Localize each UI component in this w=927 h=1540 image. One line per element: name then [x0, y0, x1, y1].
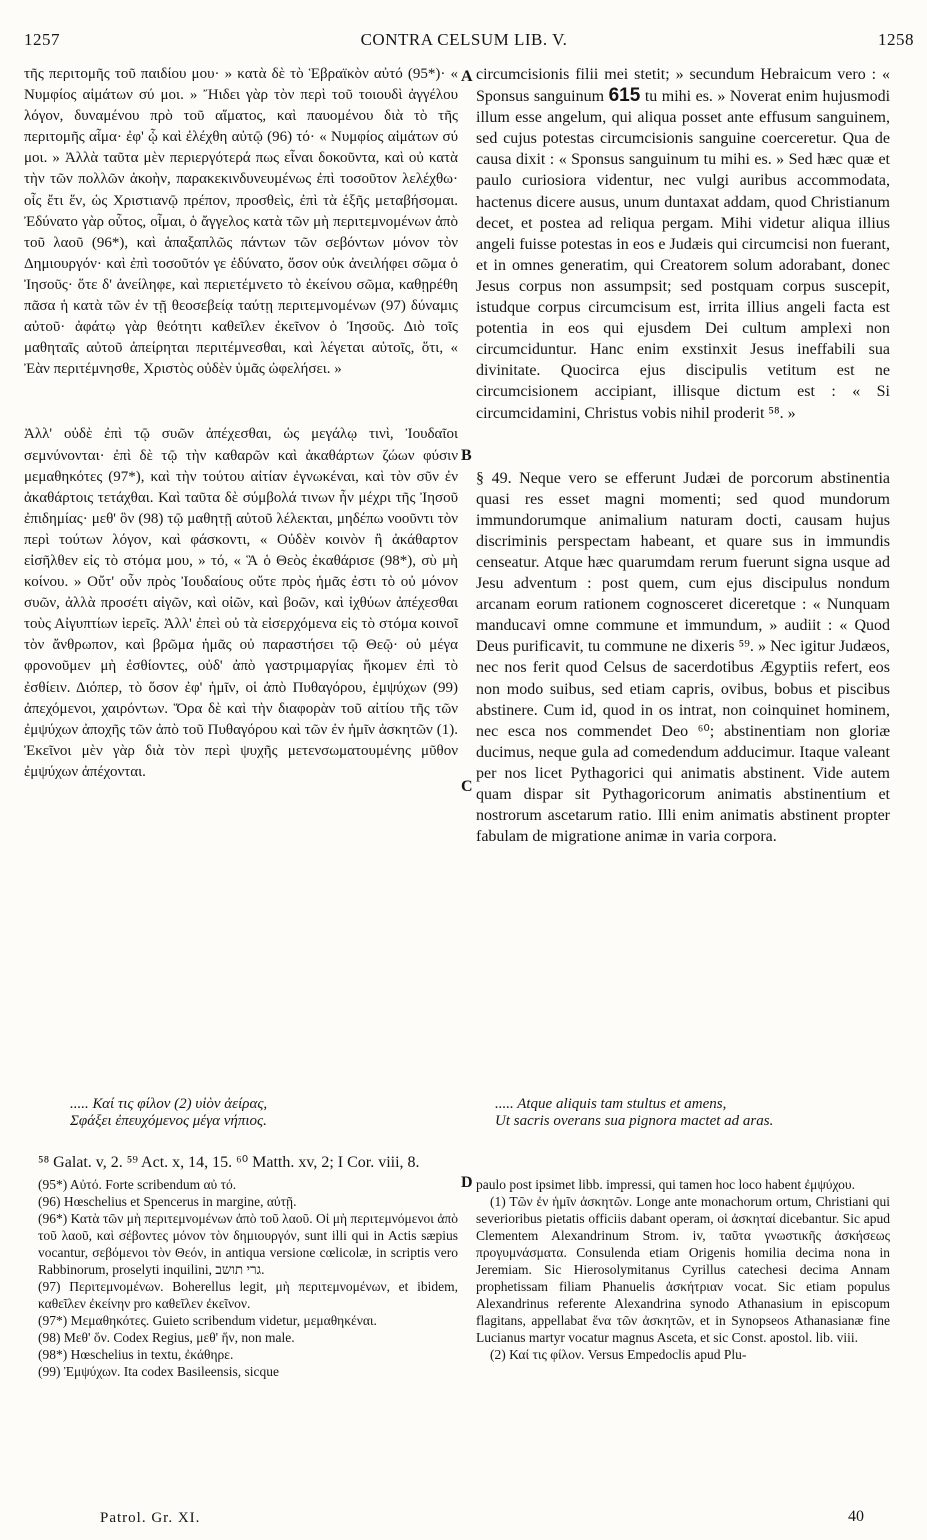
scripture-references: ⁵⁸ Galat. v, 2. ⁵⁹ Act. x, 14, 15. ⁶⁰ Matth. xv, 2; I Cor. viii, 8. — [38, 1154, 420, 1171]
margin-letter-d: D — [461, 1174, 473, 1191]
greek-verse — [70, 1096, 430, 1130]
latin-paragraph-2: § 49. Neque vero se efferunt Judæi de porcorum abstinentia quasi res esset magni momenti; sed quod mundorum immundorumque animalium naturam docti, causam hujus discriminis perspectam habeant, et quare sus in immundis censeatur. Atque hæc quarumdam rerum fuerunt signa usque ad Jesu adventum : post quem, cum ejus discipulus nondum arcanam eorum rationem cognosceret diceretque : « Nunquam manducavi omne commune et immundum, » audiit : « Quod Deus purificavit, tu commune ne dixeris ⁵⁹. » Nec igitur Judæos, nec nos ferit quod Celsus de sacerdotibus Ægyptiis refert, eos non modo suibus, sed etiam capris, ovibus, bobus et piscibus abstinere. Cum id, quod in os intrat, non coinquinet hominem, nec esca nos commendet Deo ⁶⁰; abstinentiam non gloriæ ducimus, neque gula ad comedendum adducimur. Itaque valeant per nos licet Pythagorici qui animatis abstinent. Vide autem quam dispar sit Pythagoricorum animatis abstinentium et nostrorum ascetarum ratio. Illi enim animatis abstinent propter fabulam de migratione animæ in varia corpora. — [476, 469, 890, 846]
greek-verse-line-1: ..... Καί τις φίλον (2) υἱὸν ἀείρας, — [70, 1096, 268, 1112]
footnote: (98*) Hœschelius in textu, ἐκάθηρε. — [38, 1347, 234, 1362]
footnote: (97) Περιτεμνομένων. Boherellus legit, μὴ περιτεμνομένων, et ibidem, καθεῖλεν ἐκείνην pro καθεῖλεν ἐκεῖνον. — [38, 1279, 458, 1311]
greek-paragraph-1: τῆς περιτομῆς τοῦ παιδίου μου· » κατὰ δὲ τὸ Ἑβραϊκὸν αὐτό (95*)· « Νυμφίος αἱμάτων σύ μοι. » Ἤιδει γὰρ τὸν περὶ τοῦ τοιουδὶ ἀγγέλου λόγον, δυναμένου πρὸ τοῦ αἵματος, καὶ παυομένου διὰ τὸ τῆς περιτομῆς αἷμα· ἐφ' ᾧ καὶ ἐλέχθη αὐτῷ (96) τό· « Νυμφίος αἱμάτων σύ μοι. » Ἀλλὰ ταῦτα μὲν περιεργότερά πως εἶναι δοκοῦντα, καὶ οὐ κατὰ τὴν τῶν πολλῶν ἀκοὴν, παρακεκινδυνευμένως ἐπὶ τοσοῦτον λελέχθω· οἷς ἔτι ἕν, ὡς Χριστιανῷ πρέπον, προσθεὶς, ἐπὶ τὰ ἑξῆς μεταβήσομαι. Ἐδύνατο γὰρ οὗτος, οἶμαι, ὁ ἄγγελος κατὰ τῶν μὴ περιτεμνομένων ἀπὸ τοῦ λαοῦ (96*), καὶ ἁπαξαπλῶς πάντων τῶν σεβόντων μόνον τὸν Δημιουργόν· καὶ ἐπὶ τοσοῦτόν γε ἐδύνατο, ὅσον οὐκ ἀνειλήφει σῶμα ὁ Ἰησοῦς· ὅτε δ' ἀνείληφε, καὶ περιετέμνετο τὸ ἐκείνου σῶμα, καθῃρέθη πᾶσα ἡ κατὰ τῶν ἐν τῇ θεοσεβείᾳ ταύτῃ περιτεμνομένων (97) δύναμις αὐτοῦ· ἀφάτῳ γὰρ θεότητι καθεῖλεν ἐκεῖνον ὁ Ἰησοῦς. Διὸ τοῖς μαθηταῖς αὐτοῦ ἀπείρηται περιτέμνεσθαι, καὶ λέγεται αὐτοῖς, ὅτι, « Ἐὰν περιτέμνησθε, Χριστὸς οὐδὲν ὑμᾶς ὠφελήσει. » — [24, 66, 458, 378]
footnote: (97*) Μεμαθηκότες. Guieto scribendum videtur, μεμαθηκέναι. — [38, 1313, 377, 1328]
greek-paragraph-2: Ἀλλ' οὐδὲ ἐπὶ τῷ συῶν ἀπέχεσθαι, ὡς μεγάλῳ τινὶ, Ἰουδαῖοι σεμνύνονται· ἐπὶ δὲ τῷ τὴν καθαρῶν καὶ ἀκαθάρτων ζώων φύσιν μεμαθηκότες (97*), καὶ τὴν τούτου αἰτίαν ἐγνωκέναι, καὶ τὸν σῦν ἐν ἀκαθάρτοις τετάχθαι. Καὶ ταῦτα δὲ σύμβολά τινων ἦν μέχρι τῆς Ἰησοῦ ἐπιδημίας· μεθ' ὃν (98) τῷ μαθητῇ αὐτοῦ λέλεκται, μηδέπω νοοῦντι τὸν περὶ τούτων λόγον, καὶ φάσκοντι, « Οὐδὲν κοινὸν ἢ ἀκάθαρτον εἰσῆλθεν εἰς τὸ στόμα μου, » τό, « Ἃ ὁ Θεὸς ἐκαθάρισε (98*), σὺ μὴ κοίνου. » Οὔτ' οὖν πρὸς Ἰουδαίους οὔτε πρὸς ἡμᾶς ἐστι τὸ οὐ μόνον συῶν, ἀλλὰ προσέτι αἰγῶν, καὶ οἰῶν, καὶ βοῶν, καὶ ἰχθύων ἀπέχεσθαι τοὺς Αἰγυπτίων ἱερεῖς. Ἀλλ' ἐπεὶ οὐ τὰ εἰσερχόμενα εἰς τὸ στόμα κοινοῖ τὸν ἄνθρωπον, καὶ βρῶμα ἡμᾶς οὐ παραστήσει τῷ Θεῷ· οὐ μέγα φρονοῦμεν μὴ ἐσθίοντες, οὐδ' ἀπὸ γαστριμαργίας ἥκομεν ἐπὶ τὸ ἐσθίειν. Διόπερ, τὸ ὅσον ἐφ' ἡμῖν, οἱ ἀπὸ Πυθαγόρου, ἐμψύχων (99) ἀπεχόμενοι, χαιρόντων. Ὅρα δὲ καὶ τὴν διαφορὰν τοῦ αἰτίου τῆς τῶν ἐμψύχων ἀποχῆς τῶν ἀπὸ τοῦ Πυθαγόρου καὶ τῶν ἐν ἡμῖν ἀσκητῶν (1). Ἐκεῖνοι μὲν γὰρ διὰ τὸν περὶ ψυχῆς μετενσωματουμένης μῦθον ἐμψύχων ἀπέχονται. — [24, 426, 458, 780]
latin-verse — [495, 1096, 895, 1130]
latin-paragraph-1 — [476, 64, 890, 424]
greek-column — [24, 64, 458, 783]
page-number-right: 1258 — [878, 30, 914, 49]
footnote: (96) Hœschelius et Spencerus in margine, αὐτῇ. — [38, 1194, 297, 1209]
latin-verse-line-1: ..... Atque aliquis tam stultus et amens, — [495, 1096, 727, 1112]
latin-paragraph-1-rest: tu mihi es. » Noverat enim hujusmodi illum esse angelum, qui aliqua posset ante effusum sanguinem, sed cujus potestas circumcisionis sanguine coerceretur. Qua de causa dixit : « Sponsus sanguinum tu mihi es. » Sed hæc quæ et paulo curiosiora videntur, nec vulgi auribus accommodata, hactenus dicere ausus, unum duntaxat addam, quod Christianum decet, et postea ad reliqua pergam. Mihi videtur aliqua illius angeli fuisse potestas in eos e Judæis qui circumcisi non fuerant, et in omnes generatim, qui Creatorem solum adorabant, donec Jesus corpus non assumpsit; sed postquam corpus suscepit, istudque corpus circumcisum est, irrita illius angeli facta est potentia in eos qui ejusdem Dei cultum amplexi non circumciduntur. Hanc enim exstinxit Jesus ineffabili sua divinitate. Quocirca ejus discipulis vetitum est ne circumcisionem accipiant, illisque dictum est : « Si circumcidamini, Christus vobis nihil proderit ⁵⁸. » — [476, 88, 891, 422]
footnote: (2) Καί τις φίλον. Versus Empedoclis apud Plu- — [490, 1347, 747, 1362]
margin-letter-b: B — [461, 447, 472, 464]
latin-verse-line-2: Ut sacris overans sua pignora mactet ad aras. — [495, 1113, 774, 1129]
latin-paragraph-1-start: circumcisionis filii mei stetit; » secundum Hebraicum vero : « Sponsus sanguinum — [476, 66, 890, 106]
footnote: (99) Ἐμψύχων. Ita codex Basileensis, sicque — [38, 1364, 279, 1379]
sheet-number: 40 — [848, 1508, 864, 1525]
page-title: CONTRA CELSUM LIB. V. — [360, 30, 568, 49]
footnotes-left — [38, 1176, 458, 1380]
footnote: paulo post ipsimet libb. impressi, qui tamen hoc loco habent ἐμψύχου. — [476, 1177, 855, 1192]
running-head — [14, 30, 914, 56]
page-number-left: 1257 — [24, 30, 60, 49]
footnote: (95*) Αὐτό. Forte scribendum αὐ τό. — [38, 1177, 237, 1192]
footnote: (96*) Κατὰ τῶν μὴ περιτεμνομένων ἀπὸ τοῦ λαοῦ. Οἱ μὴ περιτεμνόμενοι ἀπὸ τοῦ λαοῦ, καὶ σέβοντες μόνον τὸν δημιουργόν, sunt illi qui in Actis sæpius vocantur, σεβόμενοι τὸν Θεόν, in antiqua versione cœlicolæ, in scriptis vero Rabbinorum, proselyti inquilini, גרי תושב. — [38, 1211, 458, 1277]
margin-letter-c: C — [461, 778, 473, 795]
latin-column — [476, 64, 890, 847]
margin-letter-a: A — [461, 68, 473, 85]
column-number: 615 — [608, 85, 641, 107]
footnotes-right — [476, 1176, 890, 1363]
footnote: (98) Μεθ' ὅν. Codex Regius, μεθ' ἥν, non male. — [38, 1330, 295, 1345]
footnote: (1) Τῶν ἐν ἡμῖν ἀσκητῶν. Longe ante monachorum ortum, Christiani qui severioribus pietatis officiis dabant operam, οἱ ἀσκηταί dicebantur. Sic apud Clementem Alexandrinum Strom. iv, ταῦτα γνωστικῆς ἀσκήσεως προγυμνάσματα. Consulenda etiam Origenis homilia decima nona in Jeremiam. Sic Hierosolymitanus Cyrillus catechesi decima Annam prophetissam filiam Phanuelis ἀσκήτριαν vocat. Sic etiam populus Alexandrinus referente Alexandrina synodo Athanasium in episcopum flagitans, appellabat ἕνα τῶν ἀσκητῶν, et in Synopseos Athanasianæ fine Lucianus martyr vocatur magnus Asceta, et sic Const. apostol. lib. viii. — [476, 1194, 890, 1345]
greek-verse-line-2: Σφάξει ἐπευχόμενος μέγα νήπιος. — [70, 1113, 267, 1129]
printer-signature: Patrol. Gr. XI. — [100, 1510, 201, 1526]
